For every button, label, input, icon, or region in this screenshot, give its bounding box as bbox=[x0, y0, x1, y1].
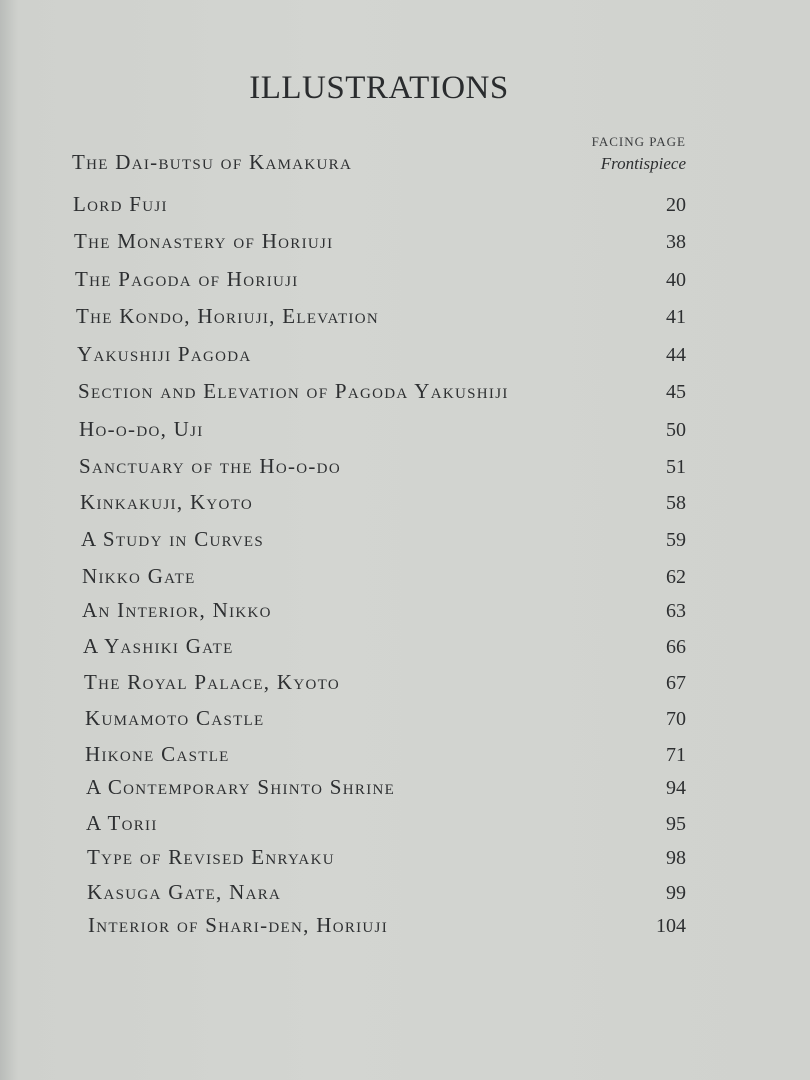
page-number: Frontispiece bbox=[600, 154, 686, 173]
illustration-title: Kinkakuji, Kyoto bbox=[80, 490, 254, 514]
page-number: 38 bbox=[666, 231, 686, 253]
page-number: 41 bbox=[666, 306, 686, 328]
illustration-title: The Royal Palace, Kyoto bbox=[84, 670, 340, 694]
page-number: 20 bbox=[666, 194, 686, 216]
list-item bbox=[88, 913, 686, 943]
list-item bbox=[80, 490, 686, 520]
illustration-title: A Yashiki Gate bbox=[83, 634, 234, 658]
illustration-title: A Study in Curves bbox=[81, 527, 265, 551]
page-number: 63 bbox=[666, 600, 686, 622]
page-number: 104 bbox=[656, 915, 686, 937]
illustration-title: Interior of Shari-den, Horiuji bbox=[88, 913, 388, 937]
illustration-title: Kumamoto Castle bbox=[85, 706, 265, 730]
list-item bbox=[73, 192, 686, 222]
illustration-title: A Contemporary Shinto Shrine bbox=[86, 775, 396, 799]
page-number: 58 bbox=[666, 492, 686, 514]
illustration-title: Nikko Gate bbox=[82, 564, 196, 588]
page-number: 99 bbox=[666, 882, 686, 904]
list-item bbox=[79, 417, 686, 447]
list-item bbox=[75, 267, 686, 297]
page-number: 44 bbox=[666, 344, 686, 366]
list-item bbox=[86, 811, 686, 841]
page-number: 71 bbox=[666, 744, 686, 766]
list-item bbox=[85, 742, 686, 772]
list-item bbox=[76, 304, 686, 334]
page-number: 40 bbox=[666, 269, 686, 291]
page-number: 94 bbox=[666, 777, 686, 799]
page-number: 66 bbox=[666, 636, 686, 658]
list-item bbox=[77, 342, 686, 372]
illustration-title: Type of Revised Enryaku bbox=[87, 845, 335, 869]
list-item bbox=[86, 775, 686, 805]
illustration-title: The Monastery of Horiuji bbox=[74, 229, 334, 253]
list-item bbox=[85, 706, 686, 736]
illustration-title: Lord Fuji bbox=[73, 192, 168, 216]
list-item bbox=[79, 454, 686, 484]
list-item bbox=[87, 845, 686, 875]
list-item bbox=[81, 527, 686, 557]
page-number: 45 bbox=[666, 381, 686, 403]
illustration-title: Sanctuary of the Ho-o-do bbox=[79, 454, 341, 478]
page-title: ILLUSTRATIONS bbox=[249, 70, 509, 106]
page-number: 70 bbox=[666, 708, 686, 730]
list-item bbox=[87, 880, 686, 910]
page-number: 59 bbox=[666, 529, 686, 551]
page-number: 98 bbox=[666, 847, 686, 869]
list-item bbox=[72, 150, 686, 180]
list-item bbox=[83, 634, 686, 664]
list-item bbox=[78, 379, 686, 409]
illustration-title: Kasuga Gate, Nara bbox=[87, 880, 282, 904]
page-number: 50 bbox=[666, 419, 686, 441]
page-number: 95 bbox=[666, 813, 686, 835]
list-item bbox=[82, 564, 686, 594]
illustration-title: Ho-o-do, Uji bbox=[79, 417, 204, 441]
page-number: 67 bbox=[666, 672, 686, 694]
illustration-title: An Interior, Nikko bbox=[82, 598, 272, 622]
illustration-title: The Kondo, Horiuji, Elevation bbox=[76, 304, 379, 328]
illustration-title: The Pagoda of Horiuji bbox=[75, 267, 299, 291]
illustration-title: The Dai-butsu of Kamakura bbox=[72, 150, 353, 174]
list-item bbox=[74, 229, 686, 259]
facing-page-header: FACING PAGE bbox=[591, 134, 686, 149]
page-number: 62 bbox=[666, 566, 686, 588]
list-item bbox=[84, 670, 686, 700]
page-number: 51 bbox=[666, 456, 686, 478]
illustration-title: Section and Elevation of Pagoda Yakushiji bbox=[78, 379, 509, 403]
list-item bbox=[82, 598, 686, 628]
illustration-title: A Torii bbox=[86, 811, 158, 835]
illustration-title: Yakushiji Pagoda bbox=[77, 342, 252, 366]
illustration-title: Hikone Castle bbox=[85, 742, 230, 766]
